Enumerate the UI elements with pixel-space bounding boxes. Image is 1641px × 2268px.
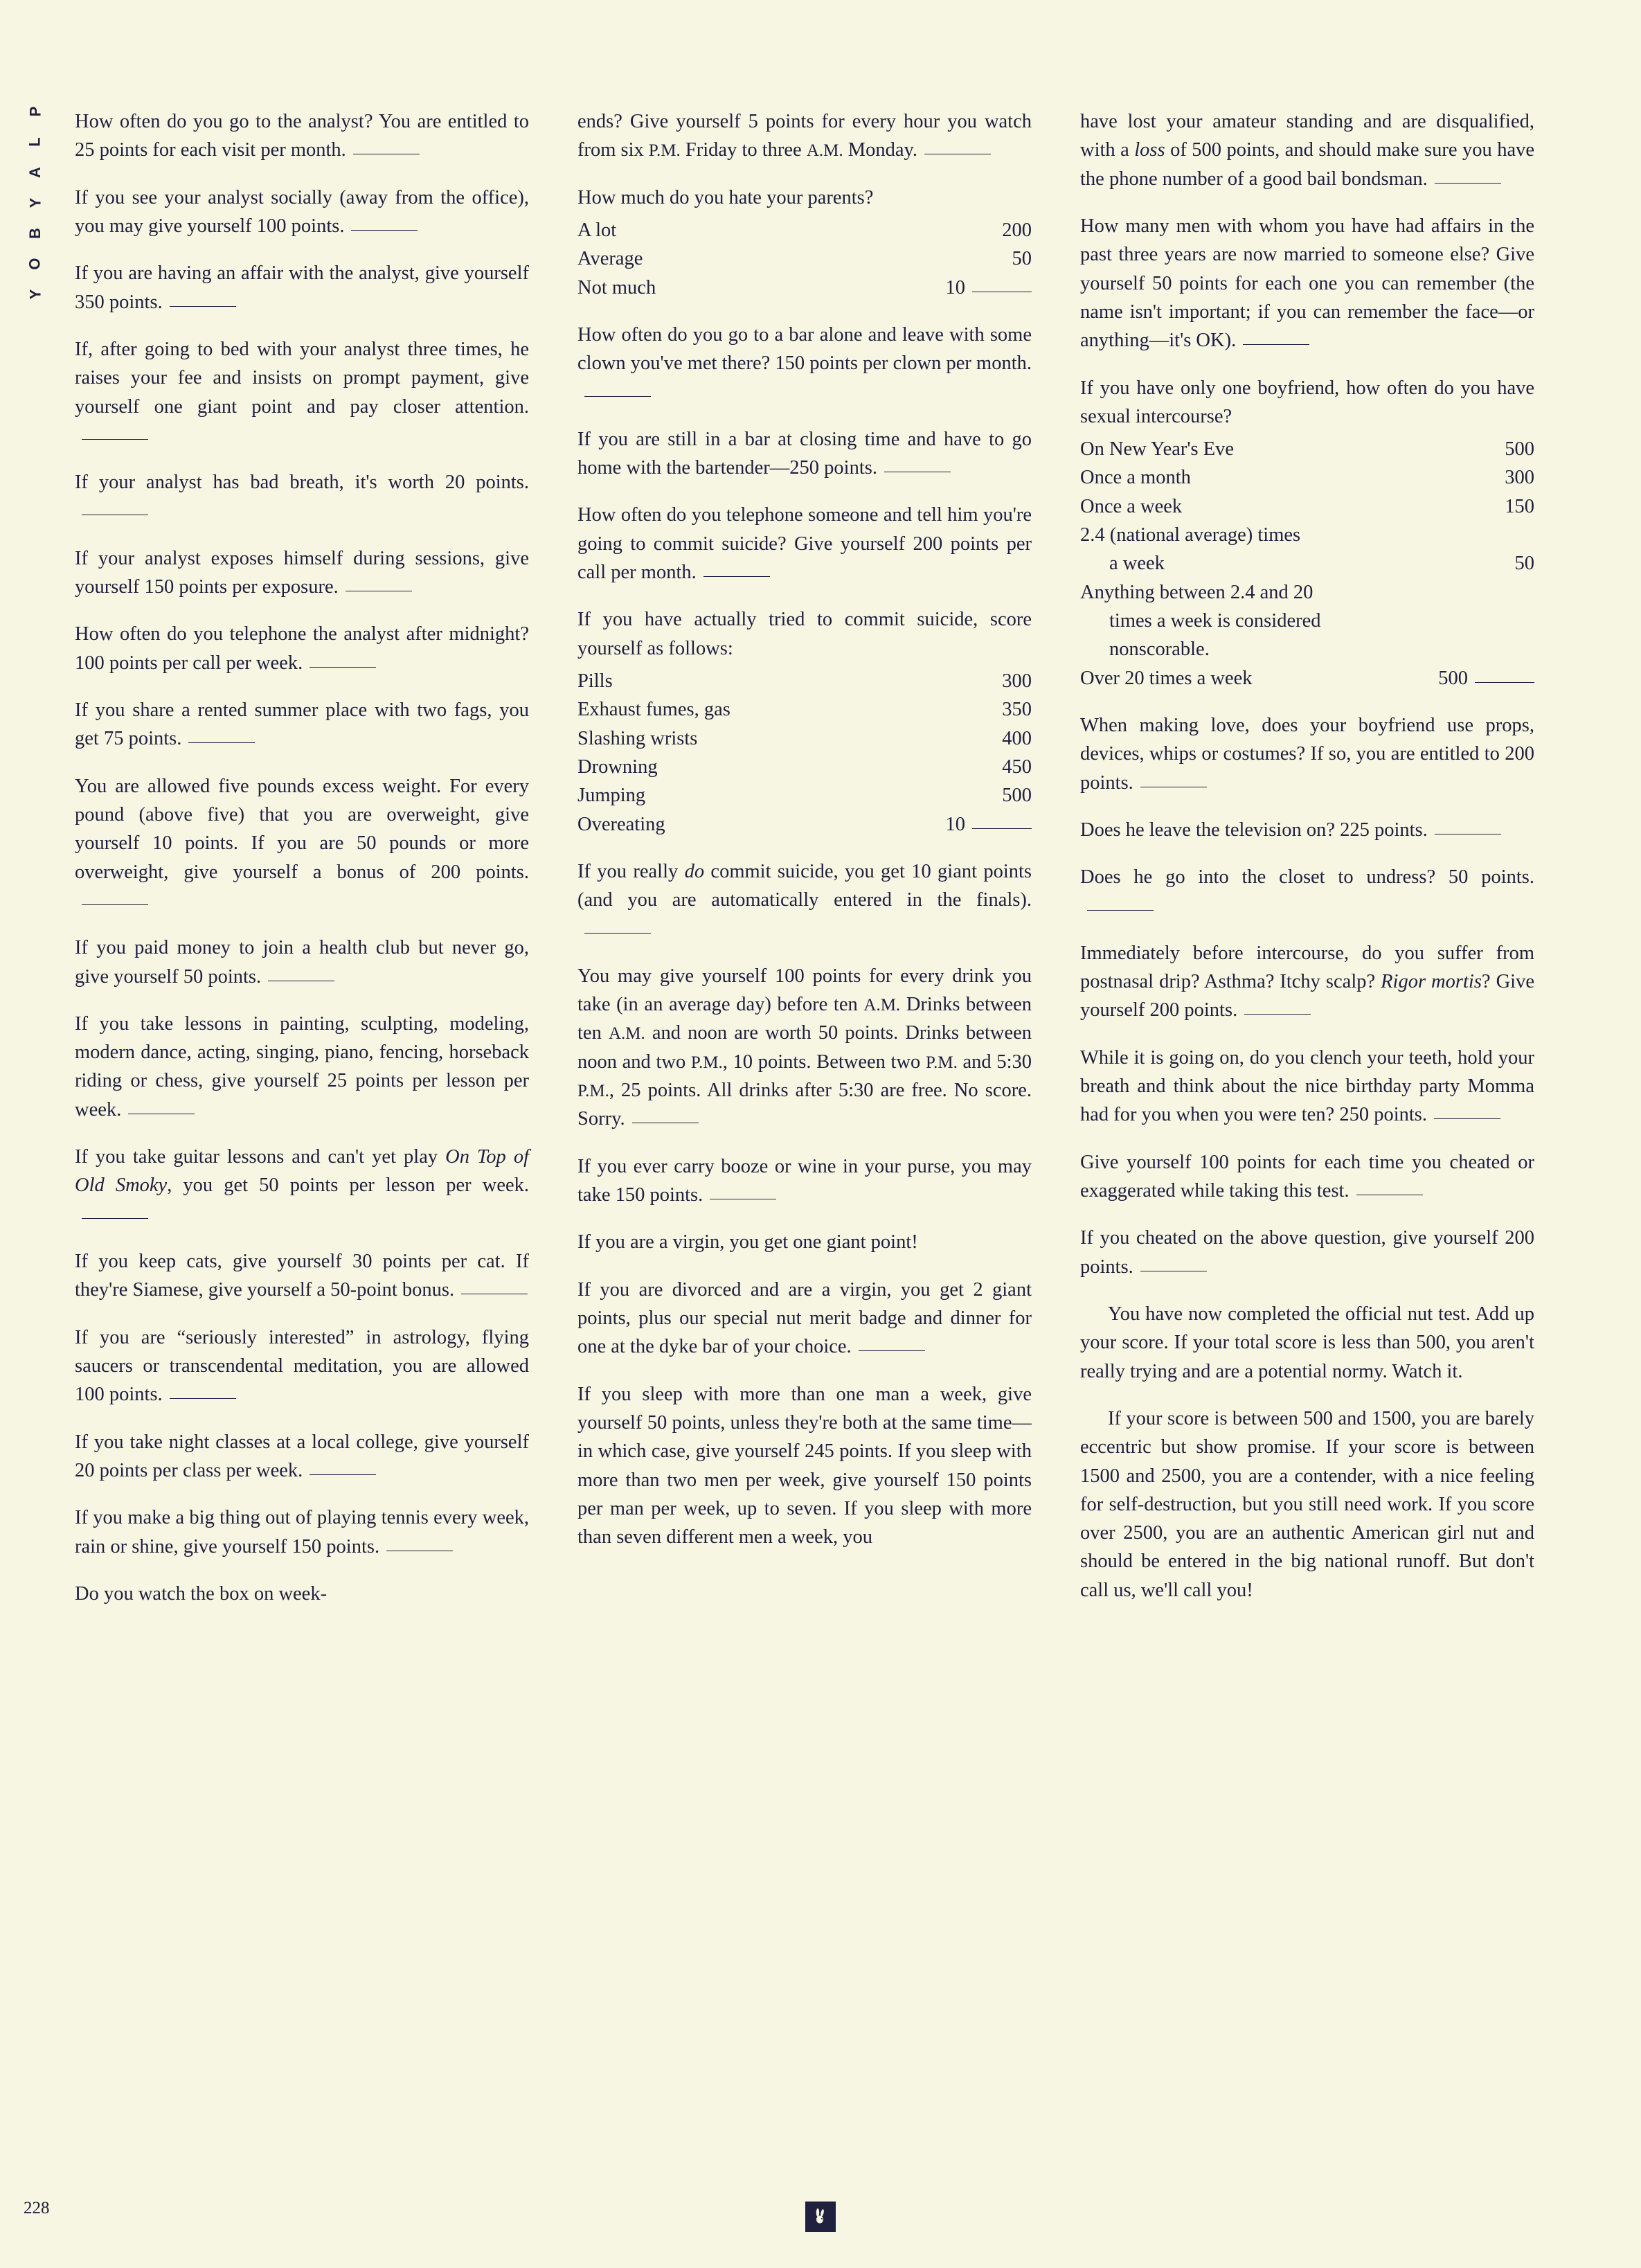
score-blank[interactable] <box>82 1218 148 1219</box>
score-blank[interactable] <box>188 742 255 743</box>
paragraph: Give yourself 100 points for each time you cheated or exaggerated while taking this test. <box>1080 1151 1534 1202</box>
score-value: 200 <box>1002 219 1032 241</box>
paragraph: You have now completed the official nut test. Add up your score. If your total score is less than 500, you aren't really trying and are a potential normy. Watch it. <box>1080 1303 1534 1382</box>
small-caps: A.M. <box>806 141 843 161</box>
italic-text: loss <box>1134 139 1165 161</box>
score-row <box>1080 549 1534 578</box>
score-label: A lot <box>577 219 617 241</box>
score-label: Slashing wrists <box>577 727 698 749</box>
score-blank[interactable] <box>972 828 1032 829</box>
paragraph: have lost your amateur standing and are disqualified, with a loss of 500 points, and should make sure you have the phone number of a good bail bondsman. <box>1080 111 1534 190</box>
paragraph: If you have actually tried to commit suicide, score yourself as follows: <box>577 609 1032 659</box>
small-caps: A.M. <box>608 1024 645 1044</box>
paragraph: If you are divorced and are a virgin, you get 2 giant points, plus our special nut merit badge and dinner for one at the dyke bar of your choice. <box>577 1278 1032 1358</box>
score-row <box>577 216 1032 244</box>
small-caps: P.M. <box>648 141 681 161</box>
bunny-logo-end-mark <box>805 2202 836 2232</box>
score-value: 350 <box>1002 699 1032 721</box>
score-row <box>577 274 1032 302</box>
paragraph: If you take lessons in painting, sculpting, modeling, modern dance, acting, singing, piano, fencing, horseback riding or chess, give yourself 25 points per lesson per week. <box>75 1012 529 1120</box>
paragraph: If your score is between 500 and 1500, you are barely eccentric but show promise. If your score is between 1500 and 2500, you are a contender, with a nice feeling for self-destruction, but you still need work. If you score over 2500, you are an authentic American girl nut and should be entered in the big national runoff. But don't call us, we'll call you! <box>1080 1407 1534 1601</box>
score-row <box>1080 664 1534 693</box>
italic-text: do <box>684 860 705 882</box>
score-value: 450 <box>1002 756 1032 778</box>
score-list <box>577 216 1032 302</box>
paragraph: If you sleep with more than one man a week, give yourself 50 points, unless they're both at the same time—in which case, give yourself 245 points. If you sleep with more than two men per week, give yourself 150 points per man per week, up to seven. If you sleep with more than seven different men a week, you <box>577 1383 1032 1548</box>
paragraph: If you make a big thing out of playing tennis every week, rain or shine, give yourself 150 points. <box>75 1507 529 1557</box>
score-label: Exhaust fumes, gas <box>577 699 730 721</box>
paragraph: Does he leave the television on? 225 points. <box>1080 816 1534 844</box>
score-blank[interactable] <box>1475 682 1534 683</box>
score-label: a week <box>1109 553 1165 575</box>
score-label: Overeating <box>577 813 665 835</box>
paragraph: How often do you go to the analyst? You are entitled to 25 points for each visit per month. <box>75 111 529 161</box>
paragraph: If you take guitar lessons and can't yet play On Top of Old Smoky, you get 50 points per lesson per week. <box>75 1143 529 1229</box>
paragraph: How often do you go to a bar alone and leave with some clown you've met there? 150 points per clown per month. <box>577 321 1032 407</box>
score-row <box>1080 635 1534 663</box>
paragraph: If you see your analyst socially (away from the office), you may give yourself 100 points. <box>75 186 529 237</box>
text-column-1 <box>75 107 529 1627</box>
paragraph: If you are “seriously interested” in astrology, flying saucers or transcendental meditation, you are allowed 100 points. <box>75 1326 529 1406</box>
score-value: 10 <box>945 813 965 835</box>
score-row <box>577 781 1032 810</box>
masthead-letter: Y <box>26 197 44 208</box>
score-blank[interactable] <box>82 904 148 905</box>
article-columns <box>75 107 1536 1627</box>
score-blank-cell[interactable] <box>965 810 1032 839</box>
score-value: 50 <box>1012 248 1032 270</box>
score-value: 50 <box>1514 553 1534 575</box>
paragraph: ends? Give yourself 5 points for every hour you watch from six P.M. Friday to three A.M. Monday. <box>577 111 1032 161</box>
score-label: Drowning <box>577 756 658 778</box>
score-blank[interactable] <box>859 1350 925 1351</box>
score-blank[interactable] <box>1243 344 1309 345</box>
paragraph: If you ever carry booze or wine in your purse, you may take 150 points. <box>577 1155 1032 1206</box>
score-row <box>577 753 1032 781</box>
masthead-letter: A <box>26 167 44 178</box>
paragraph: You may give yourself 100 points for every drink you take (in an average day) before ten A.M. Drinks between ten A.M. and noon are worth 50 points. Drinks between noon and two P.M., 10 points. Between two P.M. and 5:30 P.M., 25 points. All drinks after 5:30 are free. No score. Sorry. <box>577 965 1032 1130</box>
small-caps: A.M. <box>863 996 901 1015</box>
score-row <box>1080 578 1534 607</box>
paragraph: If you are having an affair with the analyst, give yourself 350 points. <box>75 262 529 313</box>
paragraph: How many men with whom you have had affairs in the past three years are now married to someone else? Give yourself 50 points for each one you can remember (the name isn't important; if you can remember the face—or anything—it's OK). <box>1080 215 1534 352</box>
score-row <box>1080 607 1534 635</box>
score-label: Jumping <box>577 785 646 807</box>
paragraph: If you really do commit suicide, you get 10 giant points (and you are automatically entered in the finals). <box>577 857 1032 943</box>
score-row <box>1080 521 1534 549</box>
score-label: Once a month <box>1080 467 1191 489</box>
score-blank-cell[interactable] <box>965 274 1032 302</box>
score-label: Pills <box>577 670 613 692</box>
score-blank[interactable] <box>310 667 376 668</box>
score-row <box>577 695 1032 724</box>
score-blank[interactable] <box>82 439 148 440</box>
masthead-letter: O <box>26 258 44 270</box>
masthead-letter: Y <box>26 289 44 300</box>
score-blank[interactable] <box>170 306 236 307</box>
small-caps: P.M. <box>577 1082 609 1101</box>
score-blank[interactable] <box>1435 183 1501 184</box>
paragraph: If you keep cats, give yourself 30 points per cat. If they're Siamese, give yourself a 50-point bonus. <box>75 1251 529 1301</box>
paragraph: If you cheated on the above question, give yourself 200 points. <box>1080 1227 1534 1278</box>
score-value: 400 <box>1002 727 1032 749</box>
paragraph: Immediately before intercourse, do you suffer from postnasal drip? Asthma? Itchy scalp? Rigor mortis? Give yourself 200 points. <box>1080 942 1534 1021</box>
masthead-letter: P <box>26 106 44 117</box>
paragraph: If you take night classes at a local college, give yourself 20 points per class per week. <box>75 1431 529 1481</box>
score-blank[interactable] <box>1087 910 1154 911</box>
score-list <box>1080 435 1534 693</box>
score-value: 300 <box>1505 467 1534 489</box>
italic-text: On Top of Old Smoky <box>75 1146 530 1197</box>
score-row <box>1080 435 1534 463</box>
masthead-letter: B <box>26 228 44 239</box>
score-label: Once a week <box>1080 495 1183 517</box>
score-row <box>577 810 1032 839</box>
score-blank[interactable] <box>584 396 651 397</box>
text-column-3 <box>1080 107 1534 1627</box>
paragraph: If you have only one boyfriend, how often do you have sexual intercourse? <box>1080 377 1534 427</box>
paragraph: If you are still in a bar at closing time and have to go home with the bartender—250 points. <box>577 428 1032 479</box>
paragraph: How often do you telephone someone and tell him you're going to commit suicide? Give yourself 200 points per call per month. <box>577 504 1032 584</box>
score-value: 500 <box>1002 785 1032 807</box>
paragraph: If you share a rented summer place with two fags, you get 75 points. <box>75 699 529 750</box>
score-label: Over 20 times a week <box>1080 667 1253 689</box>
score-blank-cell[interactable] <box>1468 664 1534 693</box>
paragraph: If your analyst has bad breath, it's worth 20 points. <box>75 468 529 526</box>
score-row <box>577 667 1032 695</box>
score-value: 150 <box>1505 495 1534 517</box>
italic-text: Rigor mortis <box>1381 971 1482 993</box>
score-value: 500 <box>1438 667 1468 689</box>
masthead-letter: L <box>26 137 44 147</box>
paragraph: If you are a virgin, you get one giant point! <box>577 1231 918 1253</box>
score-blank[interactable] <box>1434 1118 1500 1119</box>
text-column-2 <box>577 107 1032 1627</box>
paragraph: If, after going to bed with your analyst three times, he raises your fee and insists on prompt payment, give yourself one giant point and pay closer attention. <box>75 335 529 449</box>
paragraph: If you paid money to join a health club but never go, give yourself 50 points. <box>75 937 529 988</box>
score-row <box>577 244 1032 273</box>
page-number: 228 <box>24 2199 50 2217</box>
paragraph: If your analyst exposes himself during sessions, give yourself 150 points per exposure. <box>75 547 529 598</box>
score-label: Anything between 2.4 and 20 <box>1080 581 1313 603</box>
score-value: 500 <box>1505 438 1534 461</box>
paragraph: Do you watch the box on week- <box>75 1582 328 1605</box>
score-blank[interactable] <box>170 1398 236 1399</box>
score-row <box>1080 463 1534 492</box>
small-caps: P.M. <box>690 1053 723 1072</box>
paragraph: How often do you telephone the analyst after midnight? 100 points per call per week. <box>75 623 529 674</box>
paragraph: How much do you hate your parents? <box>577 186 874 208</box>
score-label: Not much <box>577 276 656 298</box>
score-row <box>1080 492 1534 521</box>
score-blank[interactable] <box>584 933 651 934</box>
score-label: times a week is considered <box>1109 610 1321 632</box>
score-label: nonscorable. <box>1109 639 1210 661</box>
score-row <box>577 724 1032 753</box>
score-label: Average <box>577 248 643 270</box>
score-blank[interactable] <box>310 1474 376 1475</box>
score-blank[interactable] <box>703 576 770 577</box>
playboy-masthead <box>19 104 51 302</box>
score-label: 2.4 (national average) times <box>1080 524 1301 546</box>
score-value: 300 <box>1002 670 1032 692</box>
paragraph: You are allowed five pounds excess weight. For every pound (above five) that you are overweight, give yourself 10 points. If you are 50 pounds or more overweight, give yourself a bonus of 200 points. <box>75 772 529 916</box>
score-value: 10 <box>945 276 965 298</box>
paragraph: When making love, does your boyfriend use props, devices, whips or costumes? If so, you are entitled to 200 points. <box>1080 714 1534 794</box>
score-blank[interactable] <box>351 230 418 231</box>
paragraph: While it is going on, do you clench your teeth, hold your breath and think about the nice birthday party Momma had for you when you were ten? 250 points. <box>1080 1046 1534 1126</box>
score-label: On New Year's Eve <box>1080 438 1235 461</box>
score-blank[interactable] <box>1244 1014 1311 1015</box>
small-caps: P.M. <box>925 1053 958 1072</box>
paragraph: Does he go into the closet to undress? 50 points. <box>1080 863 1534 920</box>
score-list <box>577 667 1032 839</box>
